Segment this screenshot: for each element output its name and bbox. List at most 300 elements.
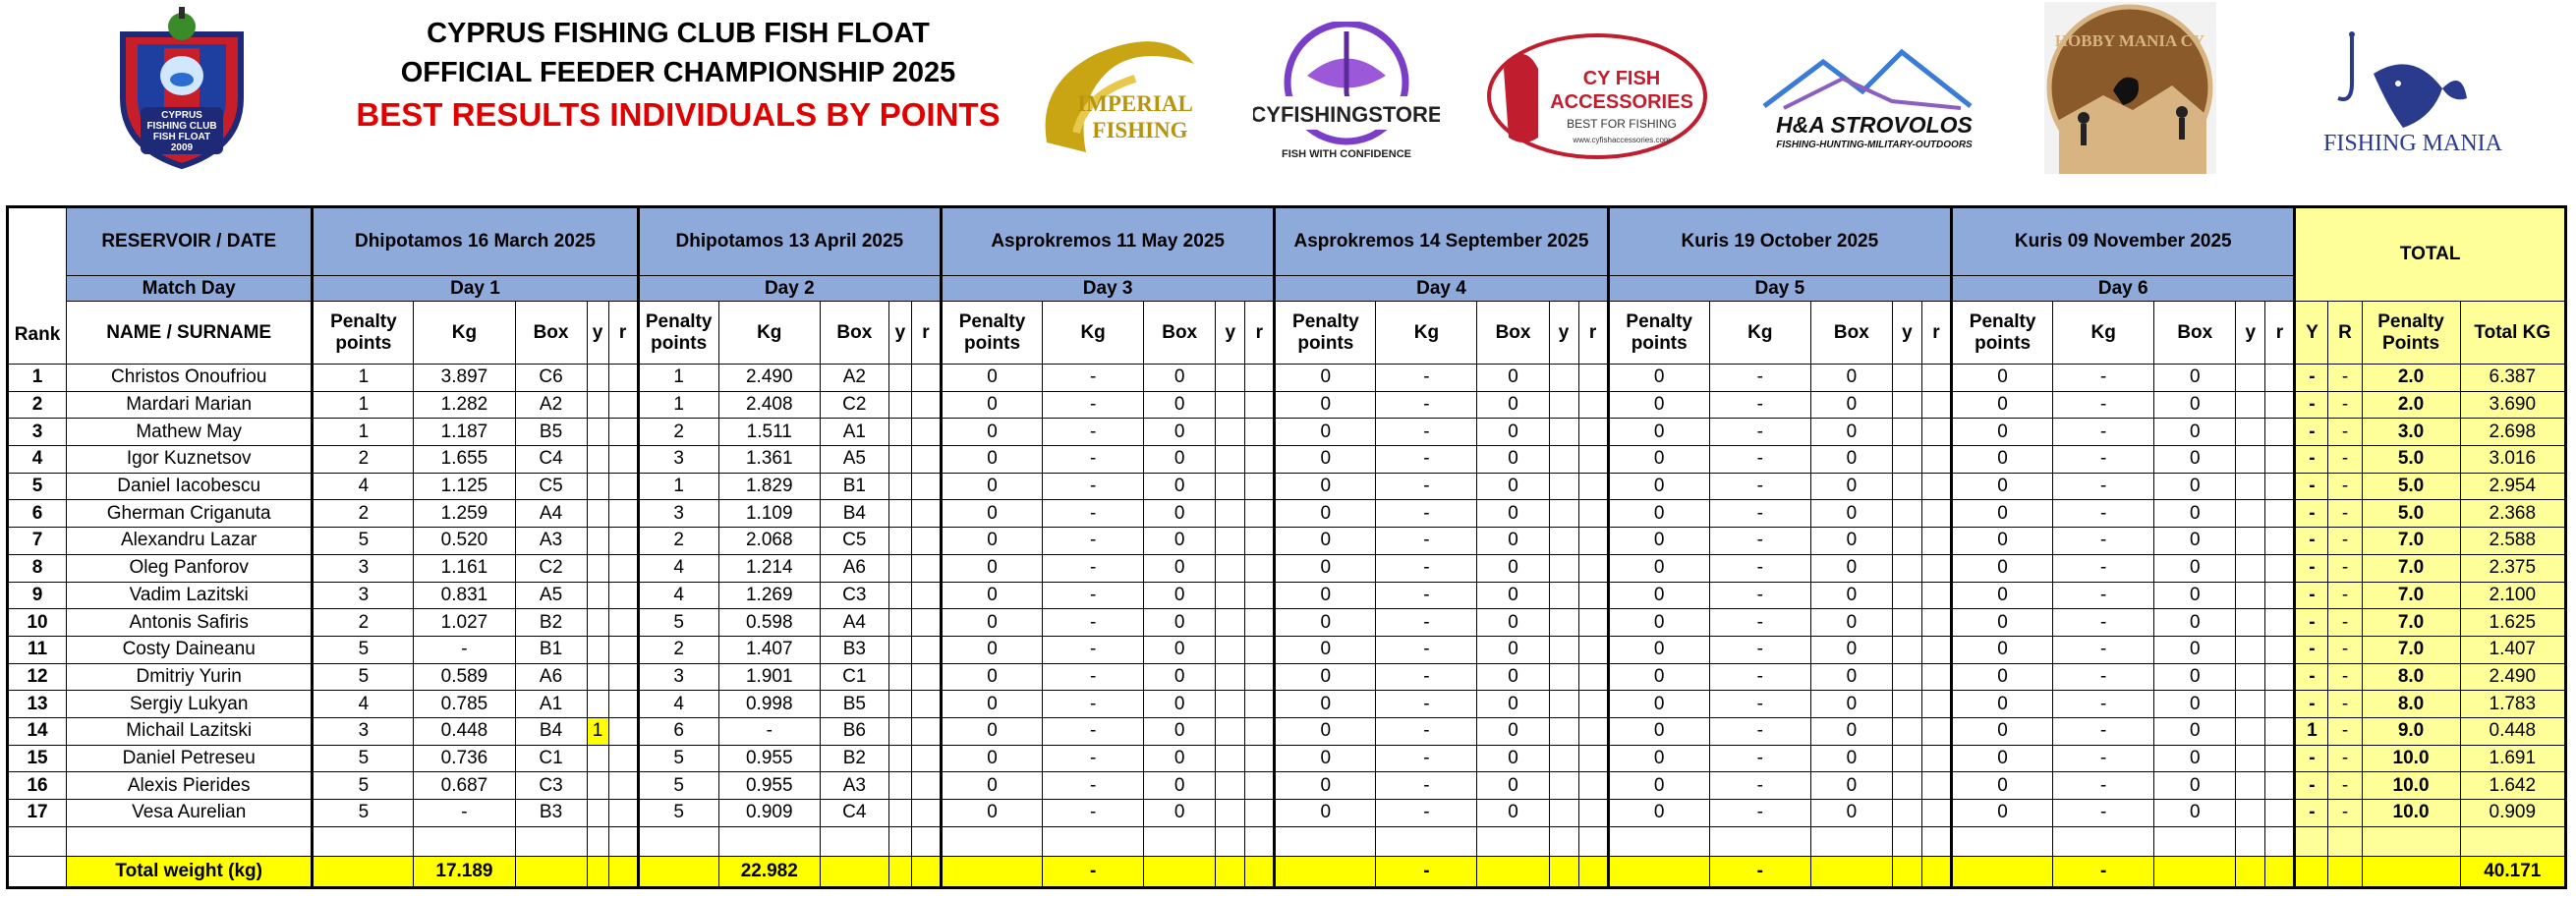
day4-box-cell: 0 xyxy=(1477,636,1549,663)
total-kg-cell: 0.909 xyxy=(2460,800,2565,827)
day3-r-cell xyxy=(1245,609,1275,637)
day6-box-cell: 0 xyxy=(2154,800,2236,827)
day1-kg-cell: - xyxy=(414,800,515,827)
day5-box-cell: 0 xyxy=(1810,772,1892,800)
total-header: TOTAL xyxy=(2295,207,2566,302)
day3-kg-cell: - xyxy=(1043,800,1144,827)
day4-penalty-cell: 0 xyxy=(1275,636,1376,663)
table-row xyxy=(8,636,2566,663)
day2-reservoir-header: Dhipotamos 13 April 2025 xyxy=(638,207,941,276)
day1-y-cell xyxy=(587,772,608,800)
day5-penalty-cell: 0 xyxy=(1608,663,1709,691)
total-penalty-cell: 7.0 xyxy=(2362,582,2460,609)
total-y-cell: - xyxy=(2295,772,2328,800)
spacer-cell xyxy=(1216,826,1245,856)
day2-kg-cell: 2.490 xyxy=(718,365,820,392)
total-penalty-cell: 7.0 xyxy=(2362,636,2460,663)
day4-kg-cell: - xyxy=(1376,663,1477,691)
day6-box-cell: 0 xyxy=(2154,772,2236,800)
svg-text:FISHING: FISHING xyxy=(1092,118,1188,142)
spacer-cell xyxy=(1275,826,1376,856)
total-penalty-header: Penalty Points xyxy=(2362,302,2460,365)
name-cell: Alexandru Lazar xyxy=(67,528,313,555)
rank-cell: 6 xyxy=(8,500,67,528)
day4-kg-cell: - xyxy=(1376,528,1477,555)
reservoir-date-header: RESERVOIR / DATE xyxy=(67,207,313,276)
day4-box-cell: 0 xyxy=(1477,419,1549,446)
table-row xyxy=(8,691,2566,718)
total-y-cell: - xyxy=(2295,419,2328,446)
day1-penalty-cell: 4 xyxy=(313,473,414,500)
day1-y-cell xyxy=(587,500,608,528)
day1-kg-cell: 0.687 xyxy=(414,772,515,800)
ha-strovolos-text: H&A STROVOLOS xyxy=(1776,112,1973,138)
day1-kg-cell: 0.736 xyxy=(414,745,515,772)
spacer-cell xyxy=(911,826,941,856)
day3-r-cell xyxy=(1245,691,1275,718)
name-cell: Gherman Criganuta xyxy=(67,500,313,528)
total-y-cell: - xyxy=(2295,391,2328,419)
day6-r-cell xyxy=(2265,663,2295,691)
name-cell: Vadim Lazitski xyxy=(67,582,313,609)
day1-y-cell xyxy=(587,391,608,419)
day4-penalty-cell: 0 xyxy=(1275,800,1376,827)
total-kg-header: Total KG xyxy=(2460,302,2565,365)
grand-total-weight: 40.171 xyxy=(2460,856,2565,887)
day4-r-header: r xyxy=(1578,302,1608,365)
day2-y-cell xyxy=(888,717,911,745)
day2-penalty-cell: 4 xyxy=(638,554,718,582)
day2-box-cell: B5 xyxy=(820,691,888,718)
day3-box-cell: 0 xyxy=(1144,691,1216,718)
day2-r-cell xyxy=(911,717,941,745)
day2-label: Day 2 xyxy=(638,276,941,302)
rank-cell: 16 xyxy=(8,772,67,800)
day5-penalty-cell: 0 xyxy=(1608,365,1709,392)
day2-box-cell: A2 xyxy=(820,365,888,392)
day1-r-cell xyxy=(608,717,638,745)
day1-kg-cell: 0.831 xyxy=(414,582,515,609)
day1-box-cell: A4 xyxy=(515,500,587,528)
day1-y-cell xyxy=(587,446,608,474)
day4-kg-cell: - xyxy=(1376,500,1477,528)
day4-y-cell xyxy=(1549,663,1578,691)
results-table xyxy=(6,205,2567,889)
day4-r-cell xyxy=(1578,717,1608,745)
day5-r-cell xyxy=(1921,419,1951,446)
day5-kg-cell: - xyxy=(1709,691,1810,718)
day4-y-cell xyxy=(1549,500,1578,528)
rank-cell: 2 xyxy=(8,391,67,419)
total-y-cell: - xyxy=(2295,691,2328,718)
table-row xyxy=(8,554,2566,582)
day1-r-cell xyxy=(608,500,638,528)
total-kg-cell: 1.642 xyxy=(2460,772,2565,800)
day6-r-cell xyxy=(2265,473,2295,500)
day2-r-cell xyxy=(911,582,941,609)
day5-r-cell xyxy=(1921,554,1951,582)
spacer-cell xyxy=(1952,826,2053,856)
day2-box-cell: A5 xyxy=(820,446,888,474)
day4-y-cell xyxy=(1549,446,1578,474)
day6-r-header: r xyxy=(2265,302,2295,365)
day4-y-cell xyxy=(1549,772,1578,800)
day3-total-blank3 xyxy=(1216,856,1245,887)
day5-penalty-cell: 0 xyxy=(1608,691,1709,718)
day6-y-cell xyxy=(2236,691,2265,718)
day2-box-cell: C3 xyxy=(820,582,888,609)
day3-box-cell: 0 xyxy=(1144,500,1216,528)
spacer-cell xyxy=(414,826,515,856)
day6-kg-cell: - xyxy=(2053,554,2154,582)
day4-r-cell xyxy=(1578,745,1608,772)
day5-box-cell: 0 xyxy=(1810,473,1892,500)
day6-kg-cell: - xyxy=(2053,663,2154,691)
table-row xyxy=(8,365,2566,392)
day2-penalty-cell: 3 xyxy=(638,663,718,691)
table-row xyxy=(8,500,2566,528)
title-line-2: OFFICIAL FEEDER CHAMPIONSHIP 2025 xyxy=(400,57,956,88)
day6-box-cell: 0 xyxy=(2154,554,2236,582)
day2-kg-cell: 1.214 xyxy=(718,554,820,582)
day5-kg-cell: - xyxy=(1709,446,1810,474)
day6-r-cell xyxy=(2265,391,2295,419)
spacer-cell xyxy=(1549,826,1578,856)
total-kg-cell: 1.407 xyxy=(2460,636,2565,663)
club-logo xyxy=(103,5,260,170)
day5-y-cell xyxy=(1892,582,1921,609)
spacer-cell xyxy=(608,826,638,856)
day4-r-cell xyxy=(1578,419,1608,446)
day4-penalty-cell: 0 xyxy=(1275,772,1376,800)
total-kg-cell: 1.691 xyxy=(2460,745,2565,772)
day1-y-cell xyxy=(587,473,608,500)
day4-box-cell: 0 xyxy=(1477,745,1549,772)
total-r-cell: - xyxy=(2328,717,2362,745)
rank-cell: 10 xyxy=(8,609,67,637)
day2-r-cell xyxy=(911,446,941,474)
spacer-cell xyxy=(941,826,1042,856)
day1-penalty-cell: 5 xyxy=(313,636,414,663)
day1-penalty-cell: 5 xyxy=(313,800,414,827)
day6-r-cell xyxy=(2265,528,2295,555)
day4-r-cell xyxy=(1578,636,1608,663)
day3-r-cell xyxy=(1245,446,1275,474)
day1-box-cell: B4 xyxy=(515,717,587,745)
day4-penalty-cell: 0 xyxy=(1275,528,1376,555)
day2-kg-cell: - xyxy=(718,717,820,745)
day3-penalty-cell: 0 xyxy=(941,800,1042,827)
day3-y-header: y xyxy=(1216,302,1245,365)
spacer-cell xyxy=(1477,826,1549,856)
day1-penalty-cell: 4 xyxy=(313,691,414,718)
day4-box-cell: 0 xyxy=(1477,609,1549,637)
day6-penalty-cell: 0 xyxy=(1952,419,2053,446)
day6-y-cell xyxy=(2236,365,2265,392)
day5-box-cell: 0 xyxy=(1810,717,1892,745)
day6-y-cell xyxy=(2236,609,2265,637)
day2-kg-cell: 2.408 xyxy=(718,391,820,419)
name-cell: Igor Kuznetsov xyxy=(67,446,313,474)
day5-total-blank2 xyxy=(1810,856,1892,887)
day1-kg-cell: 1.259 xyxy=(414,500,515,528)
day3-kg-cell: - xyxy=(1043,636,1144,663)
day4-y-cell xyxy=(1549,419,1578,446)
day3-box-cell: 0 xyxy=(1144,636,1216,663)
day1-r-cell xyxy=(608,582,638,609)
day1-box-cell: C1 xyxy=(515,745,587,772)
column-header-row xyxy=(8,302,2566,365)
day1-y-header: y xyxy=(587,302,608,365)
day4-penalty-cell: 0 xyxy=(1275,745,1376,772)
rank-cell: 14 xyxy=(8,717,67,745)
day5-total-blank xyxy=(1608,856,1709,887)
day3-r-header: r xyxy=(1245,302,1275,365)
ha-strovolos-subtext: FISHING-HUNTING-MILITARY-OUTDOORS xyxy=(1776,140,1973,150)
total-kg-cell: 2.698 xyxy=(2460,419,2565,446)
day5-r-cell xyxy=(1921,691,1951,718)
grand-total-blank3 xyxy=(2362,856,2460,887)
day6-y-cell xyxy=(2236,663,2265,691)
day2-r-cell xyxy=(911,772,941,800)
day1-box-cell: C6 xyxy=(515,365,587,392)
day4-box-cell: 0 xyxy=(1477,528,1549,555)
day4-box-cell: 0 xyxy=(1477,772,1549,800)
day5-total-blank3 xyxy=(1892,856,1921,887)
day1-r-cell xyxy=(608,663,638,691)
day6-r-cell xyxy=(2265,365,2295,392)
day1-kg-cell: 0.520 xyxy=(414,528,515,555)
day5-r-cell xyxy=(1921,391,1951,419)
day6-box-cell: 0 xyxy=(2154,446,2236,474)
day3-reservoir-header: Asprokremos 11 May 2025 xyxy=(941,207,1274,276)
day5-kg-cell: - xyxy=(1709,663,1810,691)
spacer-cell xyxy=(1043,826,1144,856)
day2-r-cell xyxy=(911,691,941,718)
day6-r-cell xyxy=(2265,717,2295,745)
day4-r-cell xyxy=(1578,691,1608,718)
day1-total-weight: 17.189 xyxy=(414,856,515,887)
day4-kg-cell: - xyxy=(1376,717,1477,745)
day6-box-cell: 0 xyxy=(2154,365,2236,392)
day2-penalty-cell: 2 xyxy=(638,528,718,555)
total-y-cell: - xyxy=(2295,554,2328,582)
rank-cell: 4 xyxy=(8,446,67,474)
day4-box-cell: 0 xyxy=(1477,365,1549,392)
total-y-cell: - xyxy=(2295,663,2328,691)
day1-box-cell: A3 xyxy=(515,528,587,555)
match-day-header: Match Day xyxy=(67,276,313,302)
day6-penalty-cell: 0 xyxy=(1952,528,2053,555)
day4-penalty-cell: 0 xyxy=(1275,446,1376,474)
day5-penalty-cell: 0 xyxy=(1608,745,1709,772)
rank-cell: 13 xyxy=(8,691,67,718)
day2-y-cell xyxy=(888,745,911,772)
day3-kg-cell: - xyxy=(1043,745,1144,772)
day3-box-cell: 0 xyxy=(1144,391,1216,419)
day3-box-cell: 0 xyxy=(1144,365,1216,392)
day6-kg-cell: - xyxy=(2053,772,2154,800)
day6-r-cell xyxy=(2265,500,2295,528)
name-cell: Costy Daineanu xyxy=(67,636,313,663)
day1-kg-cell: 3.897 xyxy=(414,365,515,392)
day1-total-blank xyxy=(313,856,414,887)
day3-y-cell xyxy=(1216,717,1245,745)
day3-y-cell xyxy=(1216,391,1245,419)
day2-r-header: r xyxy=(911,302,941,365)
day4-r-cell xyxy=(1578,554,1608,582)
total-weight-label: Total weight (kg) xyxy=(67,856,313,887)
day4-penalty-cell: 0 xyxy=(1275,500,1376,528)
day6-kg-cell: - xyxy=(2053,473,2154,500)
day3-kg-cell: - xyxy=(1043,691,1144,718)
total-r-cell: - xyxy=(2328,609,2362,637)
day3-y-cell xyxy=(1216,446,1245,474)
spacer-cell xyxy=(2362,826,2460,856)
total-y-cell: - xyxy=(2295,800,2328,827)
total-y-cell: - xyxy=(2295,528,2328,555)
day1-r-cell xyxy=(608,745,638,772)
day3-penalty-cell: 0 xyxy=(941,391,1042,419)
total-penalty-cell: 10.0 xyxy=(2362,772,2460,800)
day2-r-cell xyxy=(911,554,941,582)
table-row xyxy=(8,800,2566,827)
day1-box-cell: C2 xyxy=(515,554,587,582)
day1-kg-cell: 1.282 xyxy=(414,391,515,419)
day1-y-cell xyxy=(587,636,608,663)
day4-penalty-header: Penalty points xyxy=(1275,302,1376,365)
day2-kg-cell: 1.269 xyxy=(718,582,820,609)
day2-y-cell xyxy=(888,691,911,718)
day1-r-cell xyxy=(608,691,638,718)
day3-penalty-cell: 0 xyxy=(941,446,1042,474)
day6-box-cell: 0 xyxy=(2154,717,2236,745)
day5-kg-cell: - xyxy=(1709,636,1810,663)
total-r-cell: - xyxy=(2328,636,2362,663)
day6-kg-cell: - xyxy=(2053,745,2154,772)
day2-y-cell xyxy=(888,391,911,419)
day5-kg-cell: - xyxy=(1709,473,1810,500)
spacer-cell xyxy=(2328,826,2362,856)
day3-box-cell: 0 xyxy=(1144,800,1216,827)
day4-penalty-cell: 0 xyxy=(1275,663,1376,691)
day4-box-header: Box xyxy=(1477,302,1549,365)
total-penalty-cell: 8.0 xyxy=(2362,691,2460,718)
total-kg-cell: 0.448 xyxy=(2460,717,2565,745)
day6-box-cell: 0 xyxy=(2154,663,2236,691)
day6-penalty-cell: 0 xyxy=(1952,717,2053,745)
day1-y-cell xyxy=(587,528,608,555)
name-cell: Christos Onoufriou xyxy=(67,365,313,392)
day5-r-cell xyxy=(1921,365,1951,392)
day5-penalty-cell: 0 xyxy=(1608,772,1709,800)
day6-y-cell xyxy=(2236,582,2265,609)
day1-y-cell xyxy=(587,419,608,446)
spacer-cell xyxy=(1376,826,1477,856)
rank-header: Rank xyxy=(8,207,67,365)
name-cell: Antonis Safiris xyxy=(67,609,313,637)
name-cell: Daniel Iacobescu xyxy=(67,473,313,500)
day2-y-cell xyxy=(888,609,911,637)
table-row xyxy=(8,419,2566,446)
total-weight-row xyxy=(8,856,2566,887)
total-y-cell: - xyxy=(2295,473,2328,500)
day3-y-cell xyxy=(1216,528,1245,555)
day6-penalty-cell: 0 xyxy=(1952,582,2053,609)
day1-kg-cell: 1.027 xyxy=(414,609,515,637)
day5-y-cell xyxy=(1892,446,1921,474)
day2-r-cell xyxy=(911,365,941,392)
day6-kg-cell: - xyxy=(2053,691,2154,718)
name-cell: Michail Lazitski xyxy=(67,717,313,745)
club-logo-line4: 2009 xyxy=(170,142,194,153)
day6-y-cell xyxy=(2236,419,2265,446)
day2-kg-cell: 1.361 xyxy=(718,446,820,474)
day3-box-header: Box xyxy=(1144,302,1216,365)
day6-total-blank2 xyxy=(2154,856,2236,887)
day2-penalty-cell: 1 xyxy=(638,391,718,419)
total-penalty-cell: 10.0 xyxy=(2362,800,2460,827)
sponsor-cy-fish-accessories-logo xyxy=(1484,29,1710,162)
day1-y-cell xyxy=(587,691,608,718)
cy-fish-accessories-subtext: BEST FOR FISHING xyxy=(1567,117,1677,131)
day5-box-cell: 0 xyxy=(1810,745,1892,772)
day4-box-cell: 0 xyxy=(1477,691,1549,718)
day4-r-cell xyxy=(1578,609,1608,637)
total-y-cell: - xyxy=(2295,365,2328,392)
day1-penalty-cell: 5 xyxy=(313,772,414,800)
day4-y-cell xyxy=(1549,391,1578,419)
day1-r-cell xyxy=(608,554,638,582)
day3-total-blank xyxy=(941,856,1042,887)
day6-box-cell: 0 xyxy=(2154,473,2236,500)
total-kg-cell: 1.783 xyxy=(2460,691,2565,718)
day5-y-cell xyxy=(1892,473,1921,500)
total-r-cell: - xyxy=(2328,691,2362,718)
day6-r-cell xyxy=(2265,554,2295,582)
day3-y-cell xyxy=(1216,419,1245,446)
sponsor-ha-strovolos-logo xyxy=(1745,37,2005,150)
day4-r-cell xyxy=(1578,582,1608,609)
day4-penalty-cell: 0 xyxy=(1275,391,1376,419)
day6-y-cell xyxy=(2236,473,2265,500)
day4-r-cell xyxy=(1578,772,1608,800)
day2-box-cell: B6 xyxy=(820,717,888,745)
day2-penalty-cell: 5 xyxy=(638,745,718,772)
total-r-cell: - xyxy=(2328,473,2362,500)
day6-r-cell xyxy=(2265,582,2295,609)
spacer-cell xyxy=(2053,826,2154,856)
spacer-cell xyxy=(1144,826,1216,856)
day2-total-blank3 xyxy=(888,856,911,887)
day2-penalty-cell: 2 xyxy=(638,636,718,663)
day2-penalty-cell: 5 xyxy=(638,609,718,637)
total-penalty-cell: 7.0 xyxy=(2362,609,2460,637)
total-r-cell: - xyxy=(2328,446,2362,474)
total-r-cell: - xyxy=(2328,582,2362,609)
total-penalty-cell: 5.0 xyxy=(2362,446,2460,474)
day4-box-cell: 0 xyxy=(1477,500,1549,528)
day5-box-cell: 0 xyxy=(1810,500,1892,528)
day1-total-blank4 xyxy=(608,856,638,887)
day1-box-cell: C4 xyxy=(515,446,587,474)
day3-r-cell xyxy=(1245,554,1275,582)
day2-box-cell: A6 xyxy=(820,554,888,582)
page-header xyxy=(0,0,2576,197)
day4-y-cell xyxy=(1549,800,1578,827)
day1-y-cell xyxy=(587,609,608,637)
day6-y-cell xyxy=(2236,800,2265,827)
